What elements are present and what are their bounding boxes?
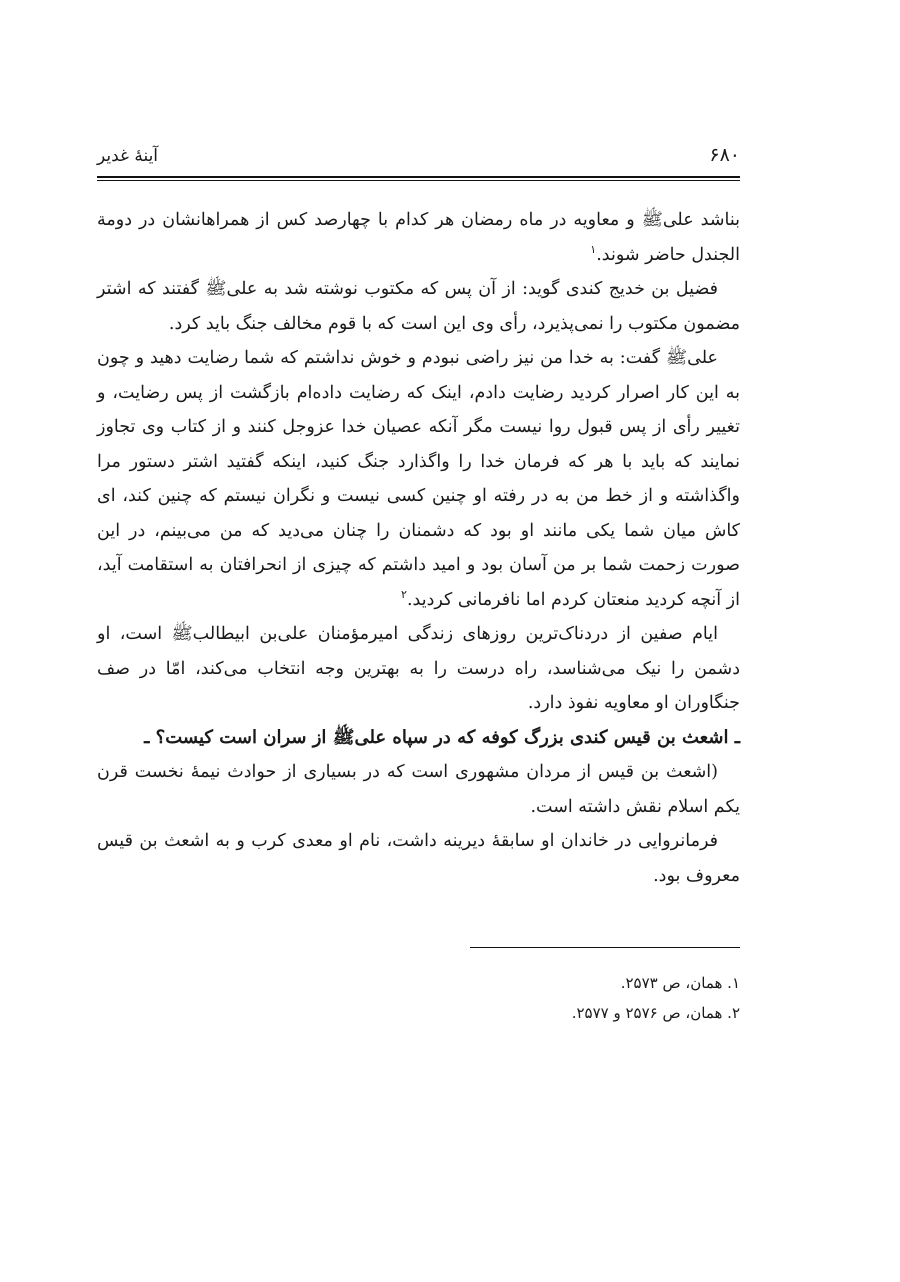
body-text: [97, 203, 740, 893]
paragraph: ایام صفین از دردناک‌ترین روزهای زندگی امیرمؤمنان علی‌بن ابیطالب‌ﷺ است، او دشمن را نیک می‌شناسد، راه درست را به بهترین وجه انتخاب می‌کند، امّا در صف جنگاوران او معاویه نفوذ دارد.: [97, 624, 740, 713]
header-rule: [97, 176, 740, 181]
document-page: [97, 140, 740, 1028]
footnotes: [97, 968, 740, 1028]
paragraph: فضیل بن خدیج کندی گوید: از آن پس که مکتوب نوشته شد به علی‌ﷺ گفتند که اشتر مضمون مکتوب را نمی‌پذیرد، رأی وی این است که با قوم مخالف جنگ باید کرد.: [97, 279, 740, 334]
paragraph: بناشد علی‌ﷺ و معاویه در ماه رمضان هر کدام با چهارصد کس از همراهانشان در دومة الجندل حاضر شوند.$^۱$: [97, 210, 740, 265]
footnote: ۲. همان، ص ۲۵۷۶ و ۲۵۷۷.: [571, 1004, 740, 1022]
footnote-rule: [470, 947, 740, 948]
paragraph: علی‌ﷺ گفت: به خدا من نیز راضی نبودم و خوش نداشتم که شما رضایت دهید و چون به این کار اصرار کردید رضایت دادم، اینک که رضایت داده‌ام بازگشت از پس رضایت، و تغییر رأی از پس قبول روا نیست مگر آنکه عصیان خدا عزوجل کنند و از کتاب وی تجاوز نمایند که باید با هر که فرمان خدا را واگذارد جنگ کنید، اینکه گفتید اشتر دستور مرا واگذاشته و از خط من به در رفته او چنین کسی نیست و نگران نیستم که چنین کند، ای کاش میان شما یکی مانند او بود که دشمنان را چنان می‌دید که من می‌بینم، در این صورت زحمت شما بر من آسان بود و امید داشتم که چیزی از انحرافتان به استقامت آید، از آنچه کردید منعتان کردم اما نافرمانی کردید.$^۲$: [97, 348, 740, 610]
paragraph: فرمانروایی در خاندان او سابقهٔ دیرینه داشت، نام او معدی کرب و به اشعث بن قیس معروف بود.: [97, 831, 740, 886]
question-heading: ـ اشعث بن قیس کندی بزرگ کوفه که در سپاه علی‌ﷺ از سران است کیست؟ ـ: [144, 726, 740, 748]
page-number: ۶۸۰: [709, 144, 740, 166]
footnote-ref: ۱: [590, 242, 597, 256]
footnote: ۱. همان، ص ۲۵۷۳.: [620, 974, 740, 992]
running-title: آینهٔ غدیر: [97, 146, 159, 166]
footnote-ref: ۲: [401, 587, 407, 601]
page-header: [97, 140, 740, 176]
paragraph: (اشعث بن قیس از مردان مشهوری است که در بسیاری از حوادث نیمهٔ نخست قرن یکم اسلام نقش داشته است.: [97, 762, 740, 817]
